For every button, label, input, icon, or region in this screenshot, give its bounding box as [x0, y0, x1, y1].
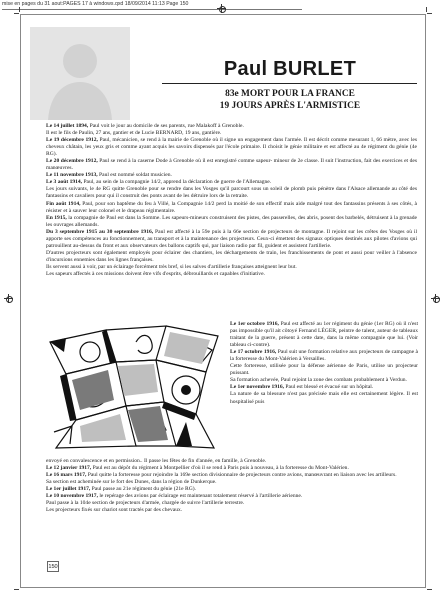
paragraph — [46, 458, 417, 465]
paragraph-text: Paul passe au 21e régiment du génie (21e RG). — [90, 486, 196, 493]
painting-icon — [46, 322, 224, 452]
paragraph — [230, 377, 418, 384]
paragraph — [230, 384, 418, 391]
paragraph-text: Sa section est acheminée sur le fort des Dunes, dans la région de Dunkerque. — [46, 479, 217, 486]
paragraph-text: Cette forteresse, utilisée pour la défense aérienne de Paris, utilise un projecteur puissant. — [230, 363, 418, 377]
subtitle-rank: 83e MORT POUR LA FRANCE — [225, 89, 355, 99]
biography-text-upper — [46, 123, 417, 278]
paragraph-date: Du 3 septembre 1915 au 30 septembre 1916, — [46, 228, 154, 235]
paragraph-text: Les sapeurs affectés à ces missions doivent être vifs d'esprits, débrouillards et capables d'initiative. — [46, 270, 265, 277]
paragraph — [46, 507, 417, 514]
portrait-placeholder — [30, 27, 130, 120]
paragraph — [230, 363, 418, 377]
paragraph-text: Paul, mécanicien, se rend à la mairie de Grenoble où il signe un engagement dans l'armée. Il est décrit comme mesurant 1, 66 mètre, avec les cheveux châtain, les yeux gris et comme ayant acquis les savoirs dispensés par l'école primaire. Il choisit le génie militaire et est affecté au 4e régiment du génie (4e RG). — [46, 137, 417, 158]
crop-mark — [427, 13, 432, 14]
subtitle-armistice: 19 JOURS APRÈS L'ARMISTICE — [219, 101, 361, 111]
paragraph-date: Le 11 novembre 1913, — [46, 172, 98, 179]
paragraph — [46, 486, 417, 493]
cubist-painting-illustration — [46, 322, 224, 452]
paragraph-text: Paul passe à la 104e section de projecteurs d'armée, chargée de suivre l'artillerie terrestre. — [46, 500, 245, 507]
paragraph — [46, 229, 417, 250]
paragraph — [46, 137, 417, 158]
paragraph — [230, 391, 418, 405]
paragraph — [46, 130, 417, 137]
paragraph — [46, 250, 417, 264]
paragraph — [230, 321, 418, 349]
paragraph-text: Paul est affecté à la 59e puis à la 66e section de projecteurs de montagne. Il rejoint sur les crêtes des Vosges où il apporte ses compétences au fonctionnement, au transport et à la maintenance des projecteurs. Ceux-ci émettent des signaux optiques destinés aux pilotes d'avions qui patrouillent au-dessus du front et aux observateurs des ballons captifs qui, par liaison radio par fil, guident et assistent l'artillerie. — [46, 228, 417, 249]
paragraph-date: Le 10 novembre 1917, — [46, 493, 98, 500]
paragraph — [46, 493, 417, 500]
paragraph — [46, 186, 417, 200]
paragraph-text: la compagnie de Paul est dans la Somme. Les sapeurs-mineurs construisent des pistes, des passerelles, des abris, posent des barbelés, détruisent à la grenade les ouvrages allemands. — [46, 214, 417, 228]
silhouette-icon — [30, 27, 130, 120]
registration-mark-left — [4, 294, 13, 303]
paragraph-date: Le 3 août 1914, — [46, 179, 83, 186]
paragraph-date: Le 19 décembre 1912, — [46, 137, 98, 144]
paragraph-text: Les projecteurs fixés sur chariot sont tractés par des chevaux. — [46, 507, 183, 514]
paragraph-text: Paul, pour son baptême du feu à Villé, la Compagnie 14/2 perd la moitié de son effectif mais aide malgré tout des fantassins présents à ses côtés, à résister et à sauver leur colonel et le drapeau régimentaire. — [46, 200, 418, 214]
paragraph — [46, 264, 417, 271]
paragraph-date: Le 1er juillet 1917, — [46, 486, 91, 493]
crop-mark — [14, 13, 19, 14]
biography-text-column — [230, 321, 418, 406]
paragraph-text: Paul est blessé et évacué sur un hôpital. — [284, 384, 374, 391]
paragraph-date: Le 12 janvier 1917, — [46, 465, 92, 472]
paragraph-date: Le 1er novembre 1916, — [230, 384, 285, 391]
paragraph — [46, 201, 417, 215]
registration-mark-top — [217, 4, 226, 13]
paragraph-text: Paul voit le jour au domicile de ses parents, rue Malakoff à Grenoble. — [88, 123, 244, 129]
registration-mark-right — [431, 294, 440, 303]
page-number: 150 — [47, 561, 59, 572]
paragraph-date: Fin août 1914, — [46, 200, 81, 207]
paragraph-date: Le 14 juillet 1894, — [46, 123, 89, 129]
paragraph-text: Paul est au dépôt du régiment à Montpellier d'où il se rend à Paris puis à nouveau, à la forteresse du Mont-Valérien. — [91, 465, 349, 472]
paragraph — [46, 271, 417, 278]
person-name-heading: Paul BURLET — [223, 58, 357, 80]
paragraph-text: Paul se rend à la caserne Dode à Grenoble où il est enregistré comme sapeur- mineur de 2e classe. Il suit l'instruction, fait des exercices et des manœuvres. — [46, 158, 417, 172]
paragraph — [46, 158, 417, 172]
paragraph-text: D'autres projecteurs sont également employés pour éclairer des chantiers, les déchargements de train, les franchissements de pont et aussi pour veiller à l'absence d'incursions ennemies dans les lignes françaises. — [46, 249, 417, 263]
paragraph-date: Le 16 mars 1917, — [46, 472, 87, 479]
paragraph-text: Paul est nommé soldat musicien. — [97, 172, 172, 179]
paragraph — [46, 123, 417, 130]
title-rule — [162, 83, 417, 84]
crop-mark — [14, 589, 19, 590]
crop-mark — [19, 7, 20, 12]
print-slug-line: mise en pages du 31 aout:PAGES 17 à windows.qxd 18/09/2014 11:13 Page 150 — [2, 0, 302, 10]
paragraph-text: Paul est affecté au 1er régiment du génie (1er RG) où il n'est pas impossible qu'il ait côtoyé Fernand LÉGER, peintre de talent, auteur de tableaux traitant de la guerre, présent à cette date, dans la même compagnie que lui. (Voir tableau ci-contre). — [230, 321, 419, 349]
paragraph-text: La nature de sa blessure n'est pas précisée mais elle est certainement légère. Il est hospitalisé puis — [230, 391, 418, 405]
paragraph-text: Paul, au sein de la compagnie 14/2, apprend la déclaration de guerre de l'Allemagne. — [82, 179, 272, 186]
paragraph-date: Le 20 décembre 1912, — [46, 158, 98, 165]
paragraph-date: Le 17 octobre 1916, — [230, 349, 277, 356]
paragraph — [46, 215, 417, 229]
paragraph-text: Paul suit une formation relative aux projecteurs de campagne à la forteresse du Mont-Valérien à Versailles. — [230, 349, 418, 363]
paragraph-text: Ils servent aussi à voir, par un éclairage forcément très bref, si les salves d'artillerie françaises atteignent leur but. — [46, 263, 297, 270]
crop-mark — [427, 589, 432, 590]
paragraph-text: envoyé en convalescence et en permission.. Il passe les fêtes de fin d'année, en famille, à Grenoble. — [46, 458, 267, 464]
paragraph-text: Les jours suivants, le 4e RG quitte Grenoble pour se rendre dans les Vosges qu'il parcourt sous un soleil de plomb puis pénètre dans l'Alsace allemande au côté des fantassins et cavaliers pour qui il construit des ponts avant de les détruire lors de la retraite. — [46, 186, 417, 200]
paragraph — [46, 179, 417, 186]
crop-mark — [426, 7, 427, 12]
paragraph-date: Le 1er octobre 1916, — [230, 321, 279, 327]
paragraph — [230, 349, 418, 363]
biography-text-lower — [46, 458, 417, 514]
paragraph — [46, 172, 417, 179]
paragraph-text: Sa formation achevée, Paul rejoint la zone des combats probablement à Verdun. — [230, 377, 407, 384]
paragraph-text: le repérage des avions par éclairage est maintenant totalement réservé à l'artillerie aérienne. — [97, 493, 303, 500]
paragraph-text: Paul quitte la forteresse pour rejoindre la 169e section divisionnaire de projecteurs contre avions, manœuvrant en liaison avec les artilleurs. — [86, 472, 397, 479]
paragraph-text: Il est le fils de Paulin, 27 ans, gantier et de Lucie BERNARD, 19 ans, gantière. — [46, 130, 222, 137]
paragraph-date: En 1915, — [46, 214, 67, 221]
